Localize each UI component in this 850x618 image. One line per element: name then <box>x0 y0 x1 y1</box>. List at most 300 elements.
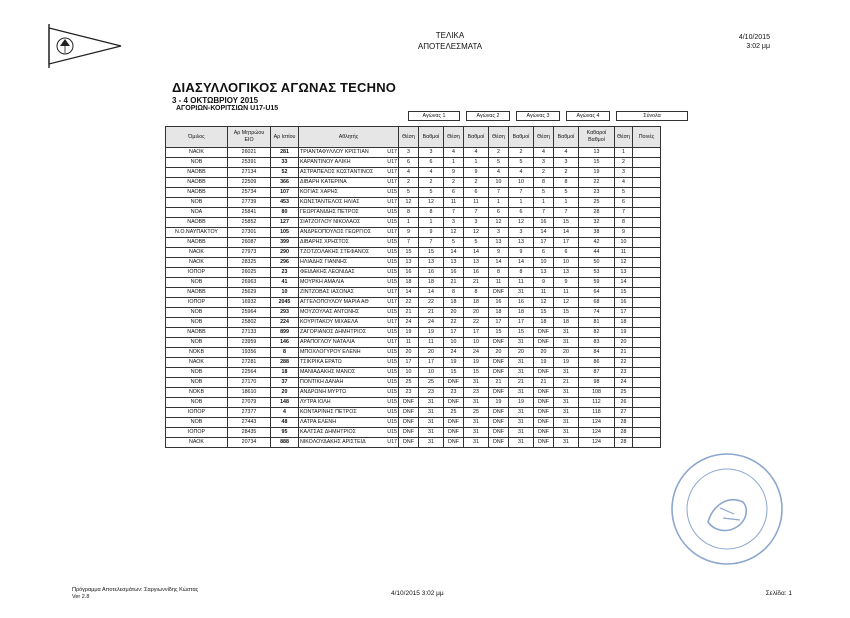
cell-sail: 48 <box>271 418 299 428</box>
cell-race-position: 4 <box>489 168 509 178</box>
cell-race-points: 31 <box>464 428 489 438</box>
footer-version: Ver 2.8 <box>72 594 90 600</box>
cell-race-points: 12 <box>509 218 534 228</box>
cell-sail: 52 <box>271 168 299 178</box>
cell-race-position: DNF <box>444 438 464 448</box>
cell-race-position: 22 <box>399 298 419 308</box>
cell-net-points: 98 <box>579 378 615 388</box>
table-header-row <box>166 127 661 148</box>
cell-sail: 37 <box>271 378 299 388</box>
cell-club: ΝΑΟΒΒ <box>166 288 228 298</box>
cell-race-position: 21 <box>399 308 419 318</box>
table-row <box>166 418 661 428</box>
cell-net-points: 83 <box>579 338 615 348</box>
table-row <box>166 408 661 418</box>
cell-athlete <box>299 378 399 388</box>
cell-race-points: 21 <box>419 308 444 318</box>
cell-sail: 288 <box>271 358 299 368</box>
cell-race-position: 22 <box>444 318 464 328</box>
cell-athlete <box>299 408 399 418</box>
cell-race-position: 7 <box>489 188 509 198</box>
cell-sail: 18 <box>271 368 299 378</box>
cell-athlete <box>299 148 399 158</box>
cell-race-position: 15 <box>399 248 419 258</box>
cell-sail: 148 <box>271 398 299 408</box>
cell-race-points: 18 <box>419 278 444 288</box>
cell-sail: 33 <box>271 158 299 168</box>
cell-net-points: 44 <box>579 248 615 258</box>
athlete-class: U15 <box>387 359 397 365</box>
cell-reg: 25802 <box>228 318 271 328</box>
cell-club: ΙΟΠΟΡ <box>166 268 228 278</box>
totals-header: Σύνολα <box>617 112 688 121</box>
cell-race-points: 17 <box>464 328 489 338</box>
cell-penalties <box>633 168 661 178</box>
athlete-name: ΚΟΥΡΙΤΑΚΟΥ ΜΙΧΑΕΛΑ <box>300 319 359 325</box>
athlete-class: U17 <box>387 199 397 205</box>
table-row <box>166 268 661 278</box>
cell-race-points: 9 <box>419 228 444 238</box>
cell-race-points: 2 <box>419 178 444 188</box>
cell-club: ΝΟΒ <box>166 198 228 208</box>
cell-race-position: 9 <box>489 248 509 258</box>
cell-race-points: 16 <box>464 268 489 278</box>
cell-race-points: 6 <box>509 208 534 218</box>
athlete-name: ΚΟΓΙΑΣ ΧΑΡΗΣ <box>300 189 338 195</box>
athlete-name: ΚΑΛΤΣΑΣ ΔΗΜΗΤΡΙΟΣ <box>300 429 356 435</box>
athlete-name: ΛΥΤΡΑ ΙΟΛΗ <box>300 399 331 405</box>
cell-athlete <box>299 238 399 248</box>
cell-athlete <box>299 328 399 338</box>
cell-penalties <box>633 258 661 268</box>
cell-penalties <box>633 348 661 358</box>
cell-penalties <box>633 418 661 428</box>
cell-race-position: 1 <box>534 198 554 208</box>
cell-race-points: 31 <box>419 438 444 448</box>
cell-race-position: 12 <box>534 298 554 308</box>
table-row <box>166 378 661 388</box>
cell-race-position: 13 <box>444 258 464 268</box>
cell-race-position: 23 <box>399 388 419 398</box>
cell-club: ΙΟΠΟΡ <box>166 408 228 418</box>
cell-race-points: 31 <box>509 288 534 298</box>
cell-race-position: 18 <box>489 308 509 318</box>
cell-race-position: DNF <box>399 438 419 448</box>
cell-race-points: 31 <box>509 438 534 448</box>
cell-sail: 293 <box>271 308 299 318</box>
cell-club: ΝΑΟΒΒ <box>166 328 228 338</box>
cell-race-position: DNF <box>534 428 554 438</box>
table-row <box>166 318 661 328</box>
cell-reg: 28325 <box>228 258 271 268</box>
athlete-class: U15 <box>387 239 397 245</box>
cell-race-points: 31 <box>554 408 579 418</box>
cell-race-position: 5 <box>399 188 419 198</box>
cell-race-position: 18 <box>444 298 464 308</box>
cell-race-position: 12 <box>399 198 419 208</box>
cell-race-position: 25 <box>399 378 419 388</box>
cell-race-position: 10 <box>534 258 554 268</box>
cell-race-position: 4 <box>399 168 419 178</box>
cell-race-position: 8 <box>489 268 509 278</box>
cell-race-points: 31 <box>509 358 534 368</box>
cell-race-position: 5 <box>534 188 554 198</box>
table-row <box>166 288 661 298</box>
cell-race-position: DNF <box>444 378 464 388</box>
cell-penalties <box>633 358 661 368</box>
cell-race-position: DNF <box>399 398 419 408</box>
cell-reg: 25964 <box>228 308 271 318</box>
cell-race-position: 2 <box>489 148 509 158</box>
cell-athlete <box>299 418 399 428</box>
col-r2-pos: Θέση <box>444 127 464 148</box>
cell-race-position: 16 <box>399 268 419 278</box>
cell-sail: 23 <box>271 268 299 278</box>
col-r4-pos: Θέση <box>534 127 554 148</box>
cell-race-position: 5 <box>489 158 509 168</box>
cell-reg: 27973 <box>228 248 271 258</box>
cell-race-points: 17 <box>419 358 444 368</box>
cell-race-points: 24 <box>464 348 489 358</box>
cell-race-position: 24 <box>399 318 419 328</box>
cell-race-points: 31 <box>554 398 579 408</box>
cell-reg: 25391 <box>228 158 271 168</box>
cell-race-position: DNF <box>534 328 554 338</box>
cell-race-points: 15 <box>464 368 489 378</box>
cell-club: ΝΟΒ <box>166 278 228 288</box>
table-row <box>166 388 661 398</box>
cell-race-position: DNF <box>444 398 464 408</box>
cell-race-points: 11 <box>554 288 579 298</box>
cell-race-points: 2 <box>554 168 579 178</box>
cell-race-points: 25 <box>419 378 444 388</box>
cell-penalties <box>633 268 661 278</box>
cell-athlete <box>299 318 399 328</box>
cell-final-position: 9 <box>615 228 633 238</box>
cell-race-position: 10 <box>444 338 464 348</box>
cell-race-position: DNF <box>399 428 419 438</box>
cell-final-position: 7 <box>615 208 633 218</box>
athlete-class: U15 <box>387 409 397 415</box>
cell-final-position: 24 <box>615 378 633 388</box>
athlete-class: U15 <box>387 399 397 405</box>
cell-race-points: 6 <box>554 248 579 258</box>
cell-race-points: 7 <box>509 188 534 198</box>
cell-race-points: 8 <box>554 178 579 188</box>
cell-race-position: 21 <box>444 278 464 288</box>
cell-race-points: 25 <box>464 408 489 418</box>
cell-race-position: 14 <box>399 288 419 298</box>
cell-race-position: 7 <box>444 208 464 218</box>
col-r3-pos: Θέση <box>489 127 509 148</box>
cell-reg: 27079 <box>228 398 271 408</box>
cell-club: ΙΟΠΟΡ <box>166 428 228 438</box>
cell-athlete <box>299 428 399 438</box>
cell-race-position: DNF <box>489 428 509 438</box>
cell-final-position: 14 <box>615 278 633 288</box>
table-row <box>166 218 661 228</box>
table-row <box>166 228 661 238</box>
cell-sail: 105 <box>271 228 299 238</box>
table-row <box>166 238 661 248</box>
athlete-name: ΠΟΝΤΙΚΗ ΔΑΝΑΗ <box>300 379 344 385</box>
athlete-name: ΣΙΑΤΖΟΓΛΟΥ ΝΙΚΟΛΑΟΣ <box>300 219 361 225</box>
cell-net-points: 112 <box>579 398 615 408</box>
cell-net-points: 50 <box>579 258 615 268</box>
cell-sail: 2045 <box>271 298 299 308</box>
table-row <box>166 178 661 188</box>
cell-athlete <box>299 188 399 198</box>
cell-club: ΝΟΒ <box>166 368 228 378</box>
cell-race-points: 2 <box>509 148 534 158</box>
cell-penalties <box>633 218 661 228</box>
cell-race-position: 4 <box>444 148 464 158</box>
cell-race-position: 17 <box>444 328 464 338</box>
cell-race-position: DNF <box>534 398 554 408</box>
athlete-class: U15 <box>387 189 397 195</box>
cell-reg: 25841 <box>228 208 271 218</box>
report-datetime <box>739 33 770 51</box>
race-header-3: Αγώνας 3 <box>517 112 560 121</box>
race-header-2: Αγώνας 2 <box>467 112 510 121</box>
cell-final-position: 26 <box>615 398 633 408</box>
athlete-class: U15 <box>387 279 397 285</box>
cell-race-points: 19 <box>464 358 489 368</box>
cell-race-position: 17 <box>489 318 509 328</box>
cell-penalties <box>633 158 661 168</box>
cell-penalties <box>633 288 661 298</box>
cell-reg: 18610 <box>228 388 271 398</box>
cell-race-points: 23 <box>464 388 489 398</box>
cell-race-position: 19 <box>489 398 509 408</box>
cell-net-points: 22 <box>579 178 615 188</box>
athlete-class: U15 <box>387 249 397 255</box>
cell-net-points: 42 <box>579 238 615 248</box>
cell-penalties <box>633 428 661 438</box>
cell-race-points: 31 <box>509 388 534 398</box>
athlete-name: ΖΑΓΟΡΙΑΝΟΣ ΔΗΜΗΤΡΙΟΣ <box>300 329 366 335</box>
cell-athlete <box>299 388 399 398</box>
cell-race-points: 1 <box>509 198 534 208</box>
athlete-class: U17 <box>387 169 397 175</box>
cell-race-points: 31 <box>464 398 489 408</box>
col-r1-pos: Θέση <box>399 127 419 148</box>
cell-athlete <box>299 298 399 308</box>
table-row <box>166 198 661 208</box>
cell-race-points: 7 <box>419 238 444 248</box>
cell-sail: 281 <box>271 148 299 158</box>
cell-final-position: 3 <box>615 168 633 178</box>
cell-final-position: 23 <box>615 368 633 378</box>
col-final: Θέση <box>615 127 633 148</box>
cell-race-points: 2 <box>464 178 489 188</box>
cell-final-position: 6 <box>615 198 633 208</box>
footer-program-name: Πρόγραμμα Αποτελεσμάτων: Σαργιωννίδης Κώστας <box>72 587 199 593</box>
club-pennant-logo-icon <box>47 22 123 70</box>
cell-race-position: 19 <box>399 328 419 338</box>
cell-race-points: 21 <box>509 378 534 388</box>
cell-final-position: 10 <box>615 238 633 248</box>
table-row <box>166 168 661 178</box>
cell-athlete <box>299 368 399 378</box>
athlete-name: ΑΡΑΠΟΓΛΟΥ ΝΑΤΑΛΙΑ <box>300 339 355 345</box>
cell-net-points: 124 <box>579 418 615 428</box>
cell-final-position: 18 <box>615 318 633 328</box>
cell-reg: 26021 <box>228 148 271 158</box>
cell-race-points: 6 <box>464 188 489 198</box>
cell-reg: 26025 <box>228 268 271 278</box>
cell-net-points: 19 <box>579 168 615 178</box>
cell-race-points: 10 <box>419 368 444 378</box>
cell-club: ΝΑΟΚ <box>166 248 228 258</box>
cell-race-points: 6 <box>419 158 444 168</box>
table-row <box>166 278 661 288</box>
cell-penalties <box>633 328 661 338</box>
cell-race-points: 18 <box>554 318 579 328</box>
table-row <box>166 338 661 348</box>
athlete-class: U17 <box>387 299 397 305</box>
cell-sail: 399 <box>271 238 299 248</box>
cell-race-points: 16 <box>419 268 444 278</box>
cell-club: ΝΟΚΒ <box>166 388 228 398</box>
cell-race-points: 20 <box>464 308 489 318</box>
footer-page: Σελίδα: 1 <box>765 590 792 597</box>
cell-race-points: 3 <box>554 158 579 168</box>
cell-club: ΝΟΑ <box>166 208 228 218</box>
cell-athlete <box>299 168 399 178</box>
cell-final-position: 5 <box>615 188 633 198</box>
athlete-class: U15 <box>387 309 397 315</box>
athlete-name: ΜΠΟΧΛΟΓΥΡΟΥ ΕΛΕΝΗ <box>300 349 361 355</box>
report-heading-line2: ΑΠΟΤΕΛΕΣΜΑΤΑ <box>417 42 483 51</box>
athlete-class: U15 <box>387 219 397 225</box>
cell-net-points: 108 <box>579 388 615 398</box>
cell-reg: 27134 <box>228 168 271 178</box>
cell-club: ΝΑΟΚ <box>166 358 228 368</box>
cell-penalties <box>633 248 661 258</box>
athlete-name: ΜΟΥΡΚΗ ΑΜΑΛΙΑ <box>300 279 344 285</box>
cell-race-points: 31 <box>419 408 444 418</box>
cell-club: ΝΑΟΚ <box>166 258 228 268</box>
cell-race-position: DNF <box>399 418 419 428</box>
athlete-class: U17 <box>387 339 397 345</box>
cell-race-position: 25 <box>444 408 464 418</box>
cell-penalties <box>633 368 661 378</box>
cell-club: ΝΟΒ <box>166 158 228 168</box>
cell-race-points: 11 <box>464 198 489 208</box>
cell-race-position: 20 <box>399 348 419 358</box>
col-reg: Αρ Μητρώου ΕΙΟ <box>228 127 271 148</box>
cell-penalties <box>633 378 661 388</box>
cell-sail: 888 <box>271 438 299 448</box>
cell-reg: 27170 <box>228 378 271 388</box>
cell-penalties <box>633 318 661 328</box>
cell-race-position: DNF <box>444 428 464 438</box>
cell-race-points: 18 <box>464 298 489 308</box>
cell-athlete <box>299 248 399 258</box>
cell-athlete <box>299 348 399 358</box>
cell-race-points: 31 <box>554 438 579 448</box>
cell-reg: 22564 <box>228 368 271 378</box>
cell-sail: 366 <box>271 178 299 188</box>
cell-race-position: DNF <box>399 408 419 418</box>
athlete-name: ΑΝΔΡΩΝΗ ΜΥΡΤΩ <box>300 389 347 395</box>
cell-race-points: 9 <box>464 168 489 178</box>
col-penalties: Ποινές <box>633 127 661 148</box>
cell-athlete <box>299 338 399 348</box>
table-row <box>166 148 661 158</box>
cell-race-points: 31 <box>509 368 534 378</box>
cell-race-position: 1 <box>489 198 509 208</box>
cell-net-points: 74 <box>579 308 615 318</box>
cell-net-points: 84 <box>579 348 615 358</box>
cell-club: ΝΑΟΚ <box>166 148 228 158</box>
cell-race-position: 9 <box>399 228 419 238</box>
cell-race-points: 20 <box>554 348 579 358</box>
cell-penalties <box>633 438 661 448</box>
cell-race-points: 19 <box>554 358 579 368</box>
athlete-name: ΓΕΩΡΓΑΝΙΔΗΣ ΠΕΤΡΟΣ <box>300 209 359 215</box>
athlete-name: ΝΙΚΟΛΟΥΔΑΚΗΣ ΑΡΙΣΤΕΙΔ <box>300 439 366 445</box>
table-row <box>166 308 661 318</box>
race-header-row <box>408 111 688 121</box>
cell-race-position: 10 <box>489 178 509 188</box>
cell-race-points: 31 <box>509 428 534 438</box>
table-row <box>166 398 661 408</box>
cell-penalties <box>633 398 661 408</box>
cell-race-points: 21 <box>554 378 579 388</box>
cell-race-position: DNF <box>534 388 554 398</box>
cell-penalties <box>633 238 661 248</box>
cell-reg: 27739 <box>228 198 271 208</box>
cell-club: Ν.Ο.ΝΑΥΠΑΚΤΟΥ <box>166 228 228 238</box>
cell-club: ΙΟΠΟΡ <box>166 298 228 308</box>
cell-athlete <box>299 198 399 208</box>
cell-final-position: 16 <box>615 298 633 308</box>
cell-race-points: 22 <box>419 298 444 308</box>
cell-athlete <box>299 268 399 278</box>
cell-race-points: 19 <box>419 328 444 338</box>
footer-program <box>72 587 198 601</box>
athlete-class: U17 <box>387 289 397 295</box>
results-table <box>165 126 661 448</box>
cell-reg: 22509 <box>228 178 271 188</box>
race-header-1: Αγώνας 1 <box>409 112 460 121</box>
cell-athlete <box>299 218 399 228</box>
table-row <box>166 248 661 258</box>
cell-race-points: 3 <box>509 228 534 238</box>
cell-race-position: DNF <box>489 338 509 348</box>
cell-reg: 27301 <box>228 228 271 238</box>
cell-race-points: 31 <box>509 408 534 418</box>
cell-final-position: 1 <box>615 148 633 158</box>
table-row <box>166 358 661 368</box>
cell-reg: 19356 <box>228 348 271 358</box>
cell-race-position: 17 <box>534 238 554 248</box>
cell-race-points: 20 <box>509 348 534 358</box>
cell-race-points: 12 <box>419 198 444 208</box>
cell-race-position: 13 <box>399 258 419 268</box>
cell-race-points: 15 <box>554 308 579 318</box>
cell-race-position: 12 <box>444 228 464 238</box>
cell-race-points: 5 <box>419 188 444 198</box>
table-row <box>166 348 661 358</box>
cell-athlete <box>299 278 399 288</box>
cell-race-points: 31 <box>554 338 579 348</box>
cell-race-points: 7 <box>554 208 579 218</box>
cell-penalties <box>633 178 661 188</box>
cell-race-position: 3 <box>534 158 554 168</box>
